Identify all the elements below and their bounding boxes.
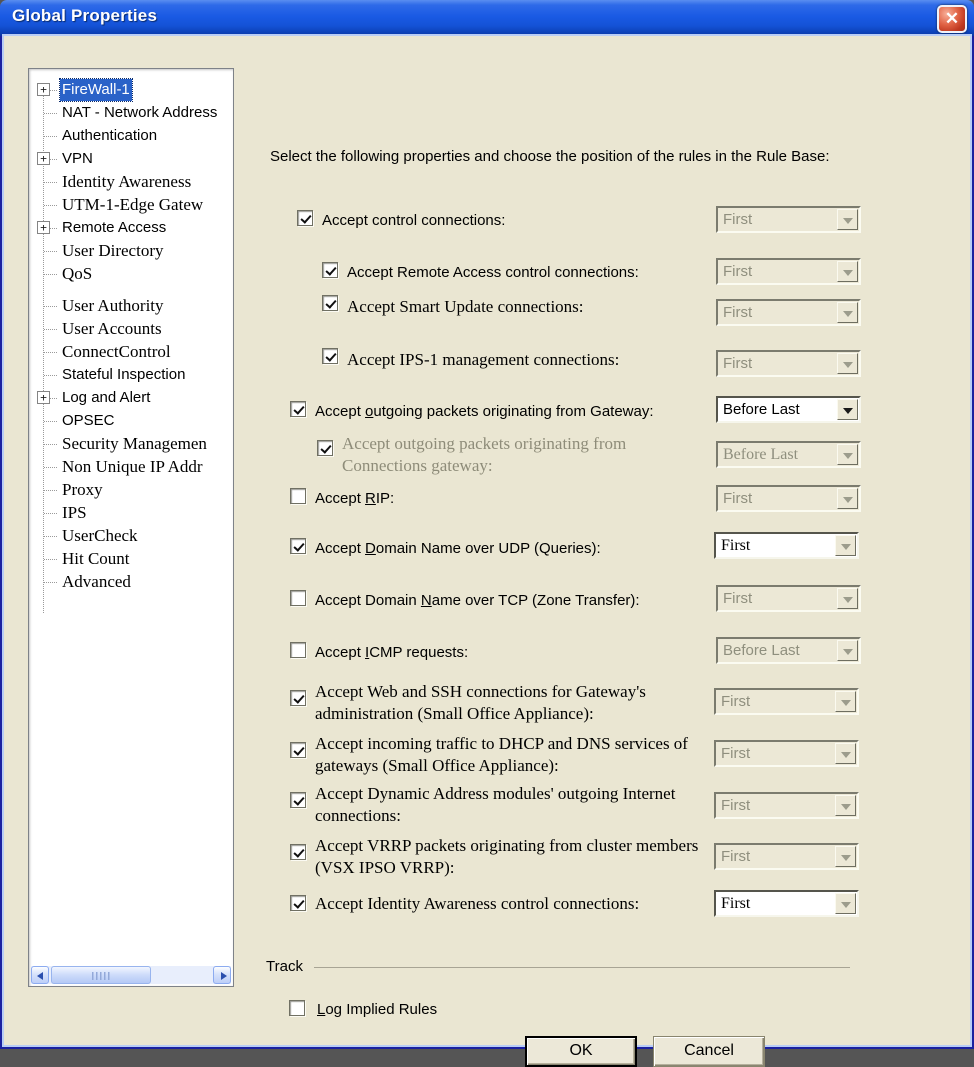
tree-item-label[interactable]: FireWall-1: [60, 79, 132, 101]
tree-item[interactable]: [29, 295, 233, 318]
tree-item-label[interactable]: NAT - Network Address: [62, 104, 218, 121]
row-label: Accept control connections:: [322, 212, 506, 229]
scrollbar-thumb[interactable]: [51, 966, 151, 984]
position-dropdown-value: First: [721, 895, 751, 912]
tree-item-label[interactable]: ConnectControl: [62, 342, 171, 361]
row-label: Accept outgoing packets originating from Connections gateway:: [342, 434, 627, 476]
expand-icon[interactable]: +: [37, 152, 50, 165]
tree-item-label[interactable]: Authentication: [62, 127, 158, 144]
row-checkbox[interactable]: [317, 440, 333, 456]
position-dropdown-value: First: [721, 745, 751, 762]
chevron-down-icon: [837, 488, 858, 509]
tree-item[interactable]: [29, 479, 233, 502]
tree-item[interactable]: [29, 525, 233, 548]
expand-icon[interactable]: +: [37, 83, 50, 96]
tree-item-label[interactable]: Advanced: [62, 572, 131, 591]
row-checkbox[interactable]: [290, 742, 306, 758]
tree-item-label[interactable]: Identity Awareness: [62, 172, 192, 191]
scrollbar-grip-icon: [92, 972, 110, 980]
tree-item[interactable]: [29, 79, 233, 102]
position-dropdown-value: First: [721, 797, 751, 814]
expand-icon[interactable]: +: [37, 221, 50, 234]
position-dropdown-value: First: [721, 693, 751, 710]
position-dropdown-value: Before Last: [723, 446, 799, 463]
row-label: Accept incoming traffic to DHCP and DNS services of gateways (Small Office Appliance):: [315, 734, 688, 776]
log-implied-rules-checkbox[interactable]: [289, 1000, 305, 1016]
position-dropdown: [716, 206, 861, 233]
row-checkbox[interactable]: [290, 488, 306, 504]
tree-item-label[interactable]: User Directory: [62, 241, 164, 260]
tree-item-label[interactable]: Security Managemen: [62, 434, 207, 453]
tree-item[interactable]: [29, 433, 233, 456]
position-dropdown-value: First: [723, 304, 753, 321]
row-checkbox[interactable]: [290, 844, 306, 860]
row-label: Accept Smart Update connections:: [347, 297, 584, 316]
row-checkbox[interactable]: [322, 295, 338, 311]
tree-horizontal-scrollbar[interactable]: [31, 966, 231, 984]
tree-item-label[interactable]: Proxy: [62, 480, 103, 499]
ok-button[interactable]: OK: [525, 1036, 637, 1067]
track-group-separator: [314, 967, 850, 968]
dialog-body: [4, 36, 970, 1059]
tree-item[interactable]: [29, 194, 233, 217]
position-dropdown-value: First: [723, 590, 753, 607]
position-dropdown-value: First: [723, 263, 753, 280]
row-checkbox[interactable]: [290, 792, 306, 808]
tree-item[interactable]: [29, 387, 233, 410]
row-checkbox[interactable]: [290, 690, 306, 706]
position-dropdown[interactable]: [716, 396, 861, 423]
instruction-text: Select the following properties and choose the position of the rules in the Rule Base:: [270, 148, 830, 165]
chevron-down-icon: [835, 795, 856, 816]
position-dropdown-value: First: [723, 355, 753, 372]
chevron-down-icon[interactable]: [837, 399, 858, 420]
tree-item[interactable]: [29, 456, 233, 479]
row-checkbox[interactable]: [290, 642, 306, 658]
track-group-label: Track: [266, 958, 303, 975]
chevron-down-icon: [835, 691, 856, 712]
tree-item-label[interactable]: UserCheck: [62, 526, 138, 545]
row-checkbox[interactable]: [290, 401, 306, 417]
tree-item-label[interactable]: User Accounts: [62, 319, 162, 338]
tree-item-label[interactable]: Remote Access: [62, 219, 167, 236]
tree-item[interactable]: [29, 502, 233, 525]
tree-item-label[interactable]: Non Unique IP Addr: [62, 457, 203, 476]
close-button[interactable]: [937, 5, 967, 33]
tree-item[interactable]: [29, 240, 233, 263]
tree-item-label[interactable]: QoS: [62, 264, 93, 283]
row-checkbox[interactable]: [290, 895, 306, 911]
cancel-button[interactable]: Cancel: [653, 1036, 765, 1067]
row-label: Accept Remote Access control connections:: [347, 264, 639, 281]
position-dropdown: [714, 792, 859, 819]
position-dropdown-value: First: [723, 211, 753, 228]
row-label: Accept Identity Awareness control connections:: [315, 894, 640, 913]
row-label: Accept outgoing packets originating from Gateway:: [315, 403, 654, 420]
position-dropdown: [716, 441, 861, 468]
tree-item-label[interactable]: Log and Alert: [62, 389, 151, 406]
tree-item[interactable]: [29, 318, 233, 341]
chevron-down-icon[interactable]: [835, 535, 856, 556]
chevron-down-icon: [835, 743, 856, 764]
row-label: Accept IPS-1 management connections:: [347, 350, 620, 369]
position-dropdown: [714, 740, 859, 767]
position-dropdown: [716, 585, 861, 612]
tree-item-label[interactable]: VPN: [62, 150, 93, 167]
row-checkbox[interactable]: [290, 590, 306, 606]
tree-item[interactable]: [29, 148, 233, 171]
tree-item[interactable]: [29, 364, 233, 387]
position-dropdown: [714, 688, 859, 715]
window-title: Global Properties: [12, 6, 158, 25]
row-label: Accept Dynamic Address modules' outgoing Internet connections:: [315, 784, 676, 826]
close-icon: ✕: [944, 9, 960, 28]
position-dropdown-value: First: [723, 490, 753, 507]
row-checkbox[interactable]: [322, 262, 338, 278]
position-dropdown[interactable]: [714, 890, 859, 917]
position-dropdown: [716, 350, 861, 377]
expand-icon[interactable]: +: [37, 391, 50, 404]
chevron-down-icon: [837, 444, 858, 465]
tree-item-label[interactable]: User Authority: [62, 296, 164, 315]
log-implied-rules-label: Log Implied Rules: [317, 1001, 438, 1018]
tree-item[interactable]: [29, 102, 233, 125]
chevron-down-icon: [835, 846, 856, 867]
tree-item[interactable]: [29, 171, 233, 194]
row-label: Accept ICMP requests:: [315, 644, 469, 661]
chevron-down-icon: [837, 353, 858, 374]
arrow-left-icon: [37, 972, 43, 980]
tree-item-label[interactable]: OPSEC: [62, 412, 115, 429]
row-label: Accept Domain Name over UDP (Queries):: [315, 540, 601, 557]
chevron-down-icon: [837, 261, 858, 282]
tree-item[interactable]: [29, 410, 233, 433]
tree-item[interactable]: [29, 263, 233, 286]
position-dropdown-value: First: [721, 848, 751, 865]
position-dropdown[interactable]: [714, 532, 859, 559]
position-dropdown: [716, 485, 861, 512]
tree-item[interactable]: [29, 125, 233, 148]
position-dropdown: [714, 843, 859, 870]
tree-item[interactable]: [29, 571, 233, 594]
position-dropdown-value: Before Last: [723, 642, 800, 659]
row-label: Accept VRRP packets originating from cluster members (VSX IPSO VRRP):: [315, 836, 699, 878]
row-label: Accept RIP:: [315, 490, 395, 507]
row-label: Accept Web and SSH connections for Gateway's administration (Small Office Appliance):: [315, 682, 646, 724]
chevron-down-icon: [837, 302, 858, 323]
chevron-down-icon: [837, 640, 858, 661]
scroll-left-button[interactable]: [31, 966, 49, 984]
row-checkbox[interactable]: [322, 348, 338, 364]
position-dropdown: [716, 258, 861, 285]
scroll-right-button[interactable]: [213, 966, 231, 984]
tree-item-label[interactable]: IPS: [62, 503, 87, 522]
arrow-right-icon: [221, 972, 227, 980]
position-dropdown: [716, 299, 861, 326]
position-dropdown: [716, 637, 861, 664]
title-bar[interactable]: [0, 0, 974, 36]
row-checkbox[interactable]: [297, 210, 313, 226]
tree-item[interactable]: [29, 341, 233, 364]
tree-item-label[interactable]: UTM-1-Edge Gatew: [62, 195, 204, 214]
row-label: Accept Domain Name over TCP (Zone Transfer):: [315, 592, 640, 609]
tree-item-label[interactable]: Hit Count: [62, 549, 130, 568]
position-dropdown-value: First: [721, 537, 751, 554]
chevron-down-icon[interactable]: [835, 893, 856, 914]
row-checkbox[interactable]: [290, 538, 306, 554]
position-dropdown-value: Before Last: [723, 401, 800, 418]
tree-item[interactable]: [29, 548, 233, 571]
properties-tree[interactable]: [28, 68, 234, 987]
tree-item[interactable]: [29, 217, 233, 240]
chevron-down-icon: [837, 209, 858, 230]
chevron-down-icon: [837, 588, 858, 609]
tree-item-label[interactable]: Stateful Inspection: [62, 366, 186, 383]
